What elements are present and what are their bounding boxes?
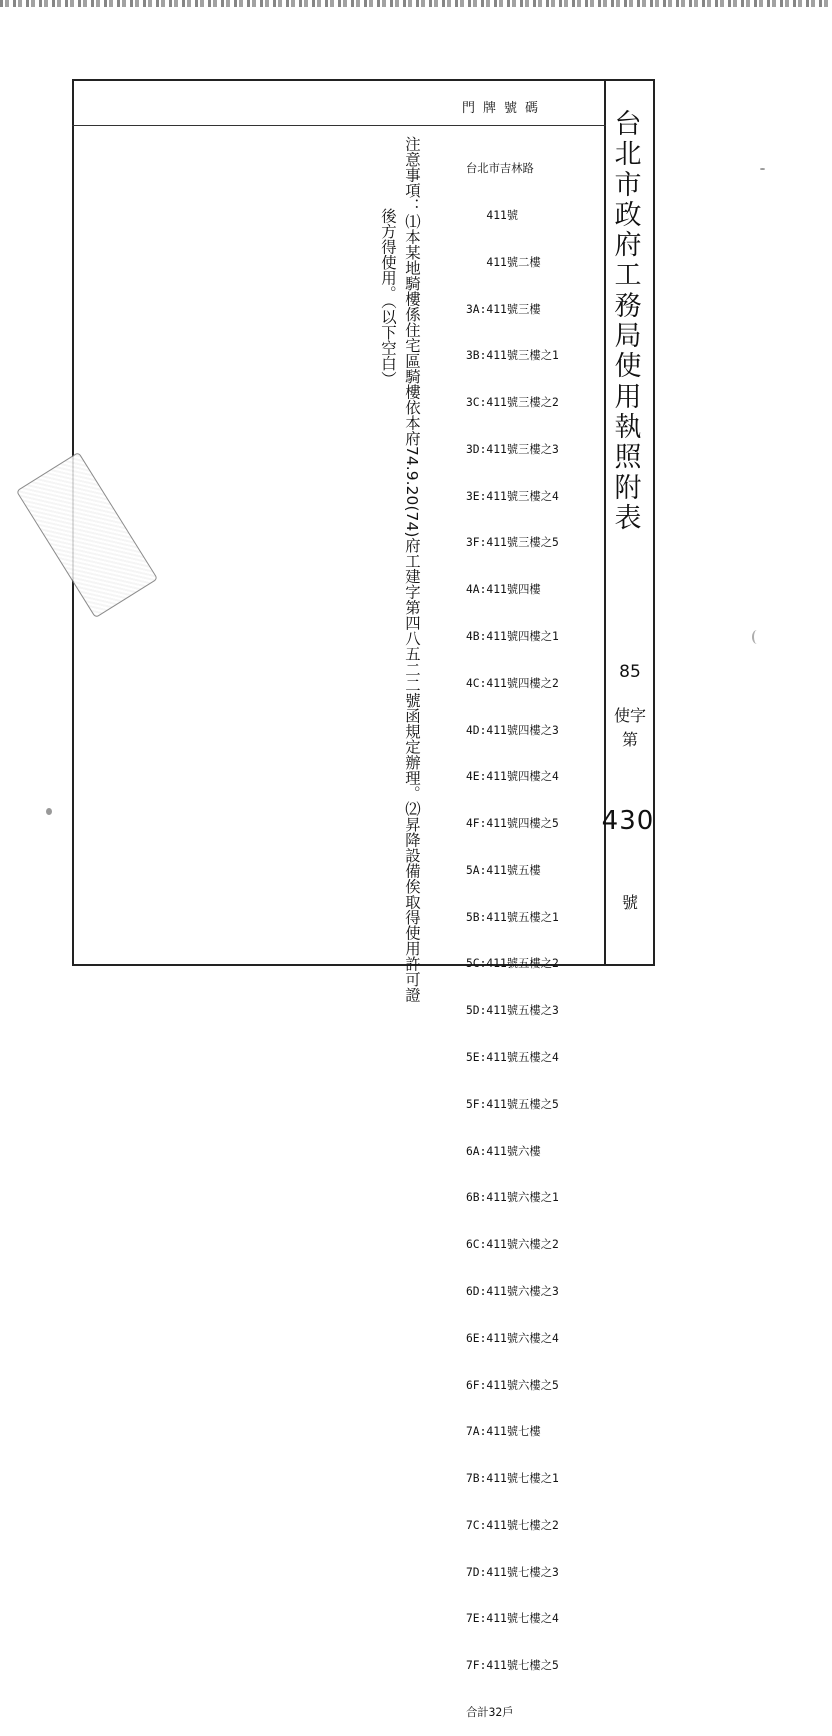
address-line: 4D:411號四樓之3 bbox=[466, 723, 559, 737]
address-line: 6C:411號六樓之2 bbox=[466, 1238, 559, 1252]
address-line: 5A:411號五樓 bbox=[466, 863, 541, 877]
address-line: 5B:411號五樓之1 bbox=[466, 910, 559, 924]
address-line: 3F:411號三樓之5 bbox=[466, 536, 559, 550]
address-line: 6E:411號六樓之4 bbox=[466, 1331, 559, 1345]
scan-speck bbox=[752, 630, 762, 644]
address-line: 7A:411號七樓 bbox=[466, 1425, 541, 1439]
address-line: 3D:411號三樓之3 bbox=[466, 442, 559, 456]
address-line: 7F:411號七樓之5 bbox=[466, 1659, 559, 1673]
address-line: 7D:411號七樓之3 bbox=[466, 1565, 559, 1579]
document-title: 台北市政府工務局使用執照附表 bbox=[614, 109, 642, 534]
address-line: 6B:411號六樓之1 bbox=[466, 1191, 559, 1205]
permit-suffix: 號 bbox=[621, 893, 638, 912]
notes-line-1: 注意事項：⑴本某地騎樓係住宅區騎樓依本府74.9.20(74)府工建字第四八五二二號函規定辦理。⑵昇降設備俟取得使用許可證 bbox=[403, 136, 421, 1003]
notes-line-2: 後方得使用。（以下空白） bbox=[379, 208, 397, 387]
address-list bbox=[466, 130, 606, 1736]
address-line: 4A:411號四樓 bbox=[466, 583, 541, 597]
address-line: 7B:411號七樓之1 bbox=[466, 1472, 559, 1486]
header-divider bbox=[72, 125, 606, 126]
address-line: 7E:411號七樓之4 bbox=[466, 1612, 559, 1626]
address-line: 4B:411號四樓之1 bbox=[466, 630, 559, 643]
address-line: 6A:411號六樓 bbox=[466, 1144, 541, 1158]
address-line: 7C:411號七樓之2 bbox=[466, 1518, 559, 1532]
address-line: 3C:411號三樓之2 bbox=[466, 396, 559, 410]
address-line: 5E:411號五樓之4 bbox=[466, 1051, 559, 1065]
address-line: 5F:411號五樓之5 bbox=[466, 1097, 559, 1111]
header-label: 門牌號碼 bbox=[462, 101, 547, 116]
address-line: 411號二樓 bbox=[466, 255, 541, 269]
address-line: 3E:411號三樓之4 bbox=[466, 489, 559, 503]
address-total: 合計32戶 bbox=[466, 1705, 514, 1719]
address-line: 台北市吉林路 bbox=[466, 162, 534, 176]
permit-prefix: 使字第 bbox=[613, 706, 646, 749]
address-line: 411號 bbox=[466, 208, 519, 222]
address-line: 4F:411號四樓之5 bbox=[466, 817, 559, 831]
address-line: 5D:411號五樓之3 bbox=[466, 1004, 559, 1018]
address-line: 6D:411號六樓之3 bbox=[466, 1284, 559, 1298]
permit-year: 85 bbox=[619, 662, 641, 682]
address-line: 6F:411號六樓之5 bbox=[466, 1378, 559, 1392]
address-line: 4E:411號四樓之4 bbox=[466, 770, 559, 784]
permit-number: 430 bbox=[601, 806, 655, 836]
address-line: 3B:411號三樓之1 bbox=[466, 349, 559, 363]
scan-speck bbox=[46, 808, 52, 815]
scan-speck bbox=[760, 168, 765, 170]
address-line: 5C:411號五樓之2 bbox=[466, 957, 559, 971]
scan-edge-artifact bbox=[0, 0, 832, 7]
address-line: 3A:411號三樓 bbox=[466, 302, 541, 316]
address-line: 4C:411號四樓之2 bbox=[466, 676, 559, 690]
